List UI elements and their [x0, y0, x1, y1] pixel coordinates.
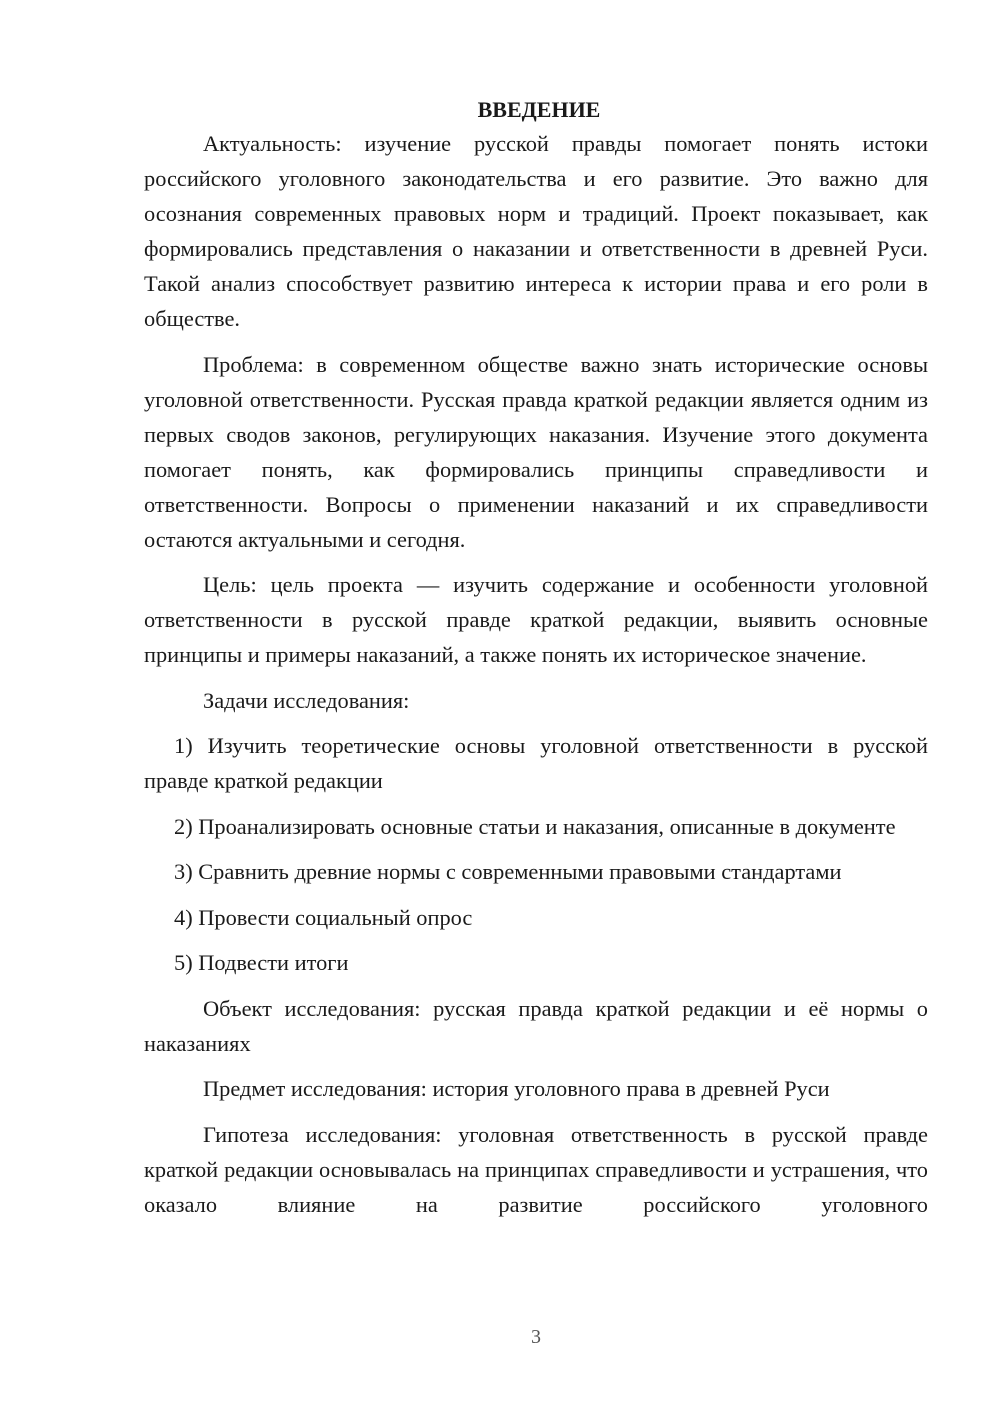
task-item-5: 5) Подвести итоги	[174, 950, 349, 975]
task-item-2: 2) Проанализировать основные статьи и наказания, описанные в документе	[174, 813, 896, 839]
paragraph-tasks-heading: Задачи исследования:	[203, 687, 410, 713]
task-item-1: 1) Изучить теоретические основы уголовной ответственности в русской правде краткой редакции	[144, 733, 928, 793]
paragraph-subject: Предмет исследования: история уголовного права в древней Руси	[203, 1076, 830, 1101]
paragraph-problem: Проблема: в современном обществе важно знать исторические основы уголовной ответственности. Русская правда краткой редакции является одним из первых сводов законов, регулирующих наказания. Изучение этого документа помогает понять, как формировались принципы справедливости и ответственности. Вопросы о применении наказаний и их справедливости остаются актуальными и сегодня.	[144, 351, 928, 552]
task-item-4: 4) Провести социальный опрос	[174, 904, 473, 930]
paragraph-relevance: Актуальность: изучение русской правды помогает понять истоки российского уголовного законодательства и его развитие. Это важно для осознания современных правовых норм и традиций. Проект показывает, как формировались представления о наказании и ответственности в древней Руси. Такой анализ способствует развитию интереса к истории права и его роли в обществе.	[144, 131, 928, 331]
paragraph-hypothesis: Гипотеза исследования: уголовная ответственность в русской правде краткой редакции основывалась на принципах справедливости и устрашения, что оказало влияние на развитие российского уголовного	[144, 1121, 928, 1217]
task-item-3: 3) Сравнить древние нормы с современными правовыми стандартами	[174, 859, 842, 884]
page-number: 3	[531, 1326, 541, 1348]
section-title: ВВЕДЕНИЕ	[477, 97, 601, 122]
document-page	[144, 92, 928, 1222]
paragraph-object: Объект исследования: русская правда краткой редакции и её нормы о наказаниях	[144, 995, 928, 1056]
paragraph-goal: Цель: цель проекта — изучить содержание и особенности уголовной ответственности в русской правде краткой редакции, выявить основные принципы и примеры наказаний, а также понять их историческое значение.	[144, 572, 928, 667]
